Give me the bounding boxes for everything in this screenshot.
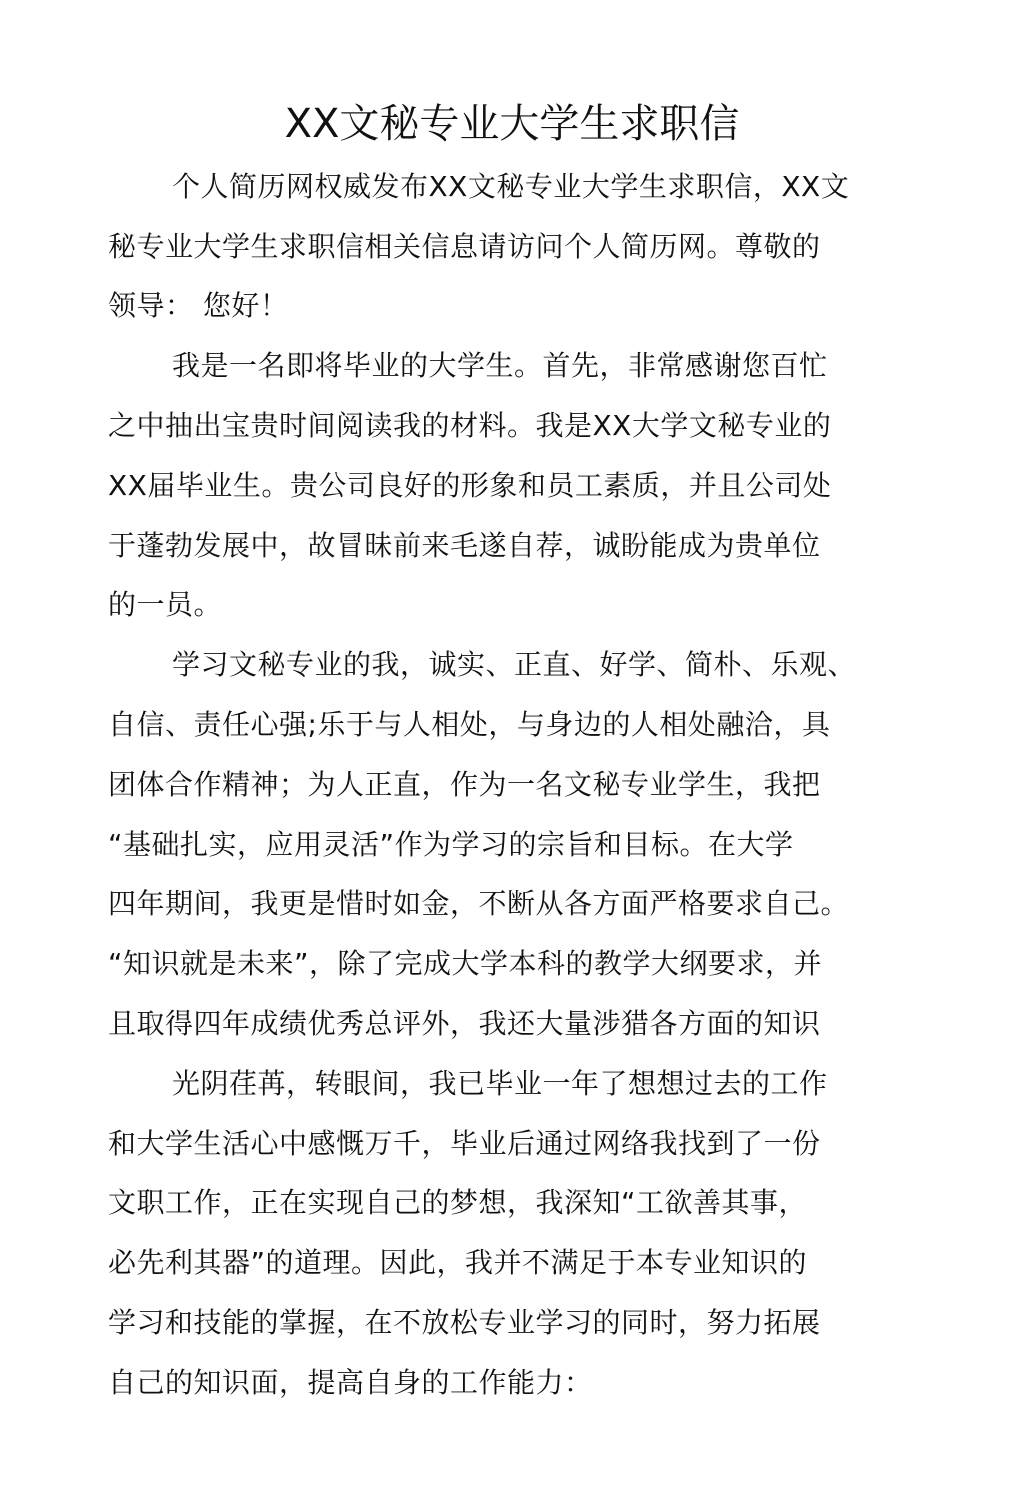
document-title: XX文秘专业大学生求职信 xyxy=(284,101,740,147)
paragraph-line: 光阴荏苒，转眼间，我已毕业一年了想想过去的工作 xyxy=(172,1067,828,1100)
paragraph-line: 四年期间，我更是惜时如金，不断从各方面严格要求自己。 xyxy=(108,887,850,920)
paragraph-line: XX届毕业生。贵公司良好的形象和员工素质，并且公司处 xyxy=(108,469,832,502)
paragraph-line: 我是一名即将毕业的大学生。首先，非常感谢您百忙 xyxy=(172,349,828,382)
paragraph-line: 必先利其器”的道理。因此，我并不满足于本专业知识的 xyxy=(108,1246,808,1279)
paragraph-line: “知识就是未来”，除了完成大学本科的教学大纲要求，并 xyxy=(108,947,823,980)
paragraph-line: 自信、责任心强;乐于与人相处，与身边的人相处融洽，具 xyxy=(108,708,831,741)
paragraph-line: 于蓬勃发展中，故冒昧前来毛遂自荐，诚盼能成为贵单位 xyxy=(108,529,821,562)
paragraph-line: 秘专业大学生求职信相关信息请访问个人简历网。尊敬的 xyxy=(108,230,821,263)
paragraph-line: 文职工作，正在实现自己的梦想，我深知“工欲善其事， xyxy=(108,1186,808,1219)
paragraph-line: 学习文秘专业的我，诚实、正直、好学、简朴、乐观、 xyxy=(172,648,857,681)
paragraph-line: 之中抽出宝贵时间阅读我的材料。我是XX大学文秘专业的 xyxy=(108,409,832,442)
paragraph-line: 团体合作精神；为人正直，作为一名文秘专业学生，我把 xyxy=(108,768,821,801)
paragraph-line: 个人简历网权威发布XX文秘专业大学生求职信，XX文 xyxy=(172,170,850,203)
paragraph-line: “基础扎实，应用灵活”作为学习的宗旨和目标。在大学 xyxy=(108,828,794,861)
paragraph-line: 和大学生活心中感慨万千，毕业后通过网络我找到了一份 xyxy=(108,1127,821,1160)
paragraph-line: 的一员。 xyxy=(108,588,223,621)
paragraph-line: 自己的知识面，提高自身的工作能力： xyxy=(108,1366,593,1399)
paragraph-line: 且取得四年成绩优秀总评外，我还大量涉猎各方面的知识 xyxy=(108,1007,821,1040)
paragraph-line: 领导： 您好！ xyxy=(108,289,289,322)
paragraph-line: 学习和技能的掌握，在不放松专业学习的同时，努力拓展 xyxy=(108,1306,821,1339)
